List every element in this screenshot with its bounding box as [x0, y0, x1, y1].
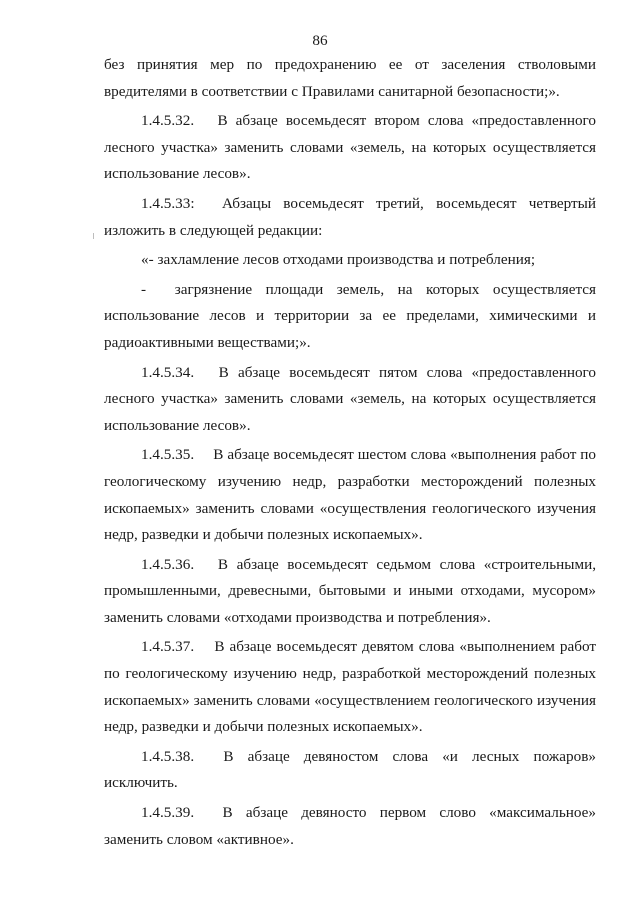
paragraph-1-4-5-33: 1.4.5.33: Абзацы восемьдесят третий, восемьдесят четвертый изложить в следующей редакции: — [104, 194, 596, 239]
quoted-item-pollution-waste: «- захламление лесов отходами производства и потребления; — [141, 251, 536, 269]
margin-mark — [93, 233, 94, 239]
paragraph-1-4-5-37: 1.4.5.37. В абзаце восемьдесят девятом слова «выполнением работ по геологическому изучению недр, разработкой месторождений полезных ископаемых» заменить словами «осуществлением геологического изучения недр, разведки и добычи полезных ископаемых». — [104, 638, 596, 736]
paragraph-1-4-5-39: 1.4.5.39. В абзаце девяносто первом слово «максимальное» заменить словом «активное». — [104, 804, 596, 848]
paragraph-1-4-5-34: 1.4.5.34. В абзаце восемьдесят пятом слова «предоставленного лесного участка» заменить словами «земель, на которых осуществляется использование лесов». — [104, 363, 596, 434]
quoted-item-land-contamination: - загрязнение площади земель, на которых осуществляется использование лесов и территории за ее пределами, химическими и радиоактивными веществами;». — [104, 280, 596, 351]
paragraph-1-4-5-36: 1.4.5.36. В абзаце восемьдесят седьмом слова «строительными, промышленными, древесными, бытовыми и иными отходами, мусором» заменить словами «отходами производства и потребления». — [104, 555, 596, 626]
document-body — [104, 52, 596, 856]
paragraph-1-4-5-35: 1.4.5.35. В абзаце восемьдесят шестом слова «выполнения работ по геологическому изучению недр, разработки месторождений полезных ископаемых» заменить словами «осуществления геологического изучения недр, разведки и добычи полезных ископаемых». — [104, 446, 596, 544]
paragraph-1-4-5-38: 1.4.5.38. В абзаце девяностом слова «и лесных пожаров» исключить. — [104, 747, 596, 792]
paragraph-continuation: без принятия мер по предохранению ее от заселения стволовыми вредителями в соответствии с Правилами санитарной безопасности;». — [104, 56, 596, 100]
paragraph-1-4-5-32: 1.4.5.32. В абзаце восемьдесят втором слова «предоставленного лесного участка» заменить словами «земель, на которых осуществляется использование лесов». — [104, 112, 596, 183]
page-number: 86 — [312, 32, 328, 49]
